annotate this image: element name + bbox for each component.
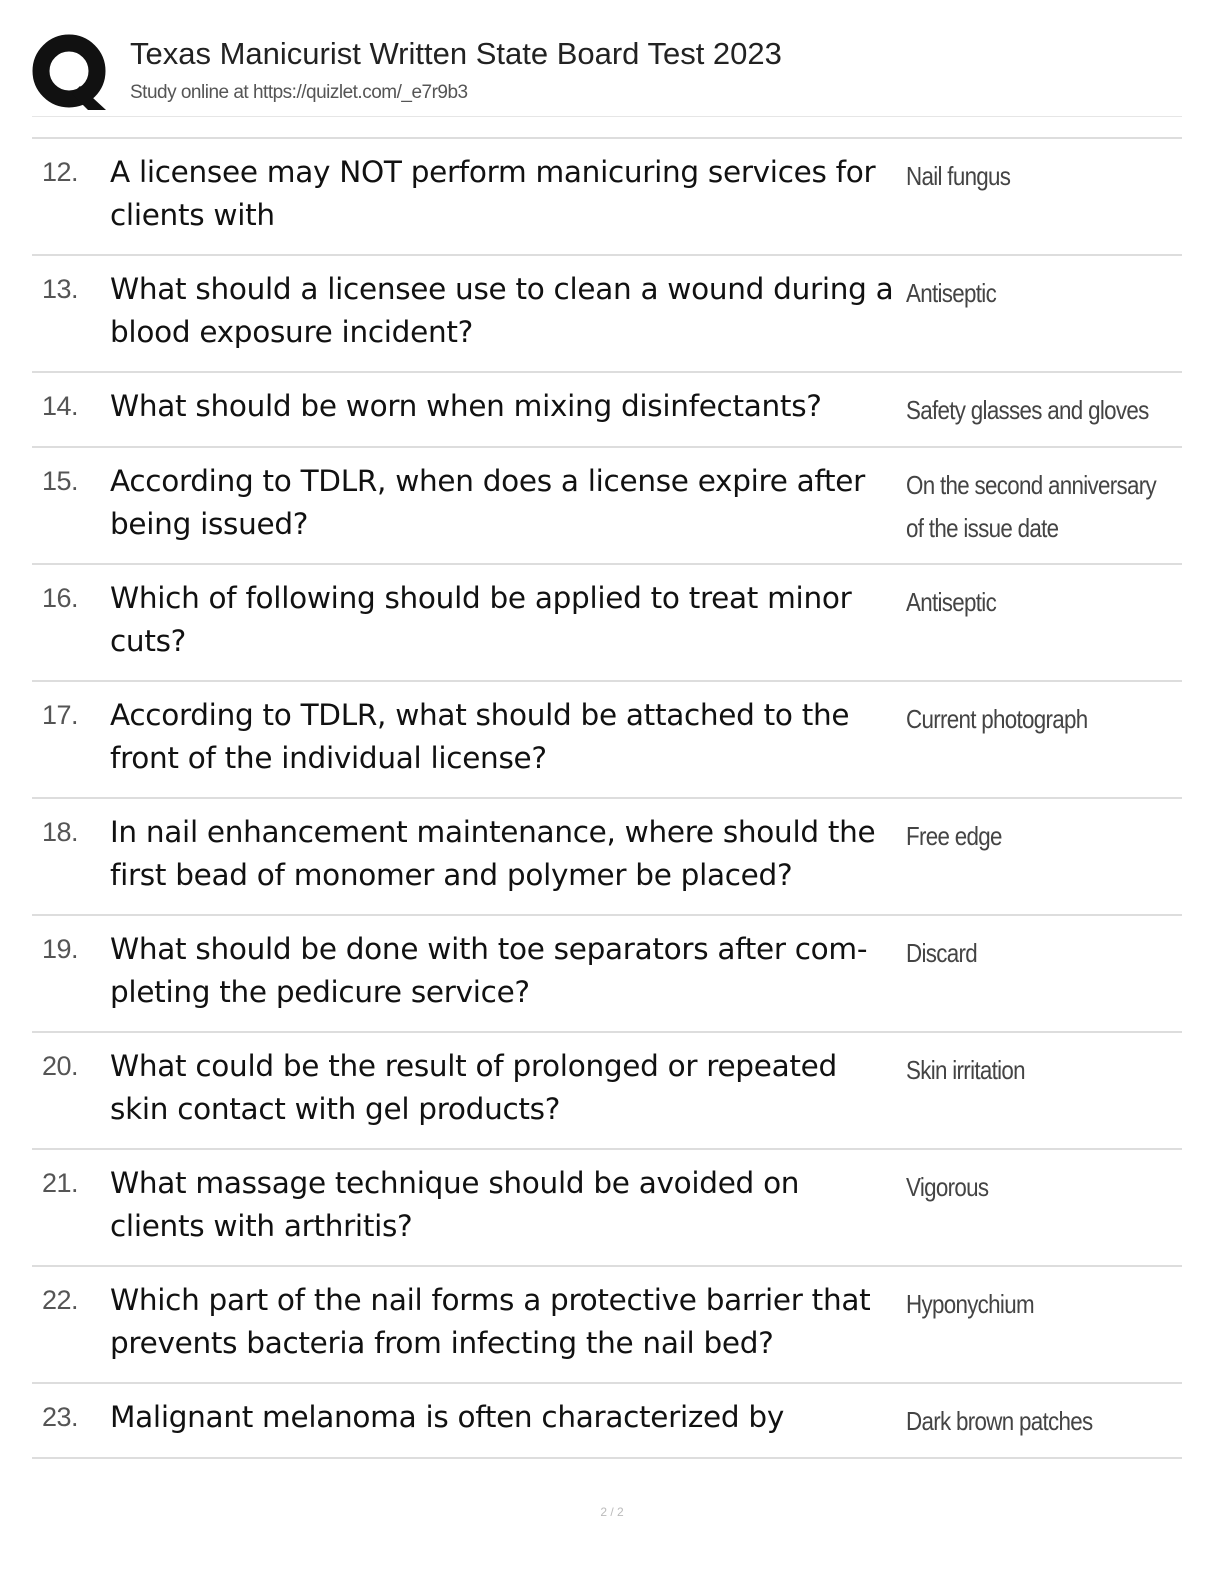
- flashcard-row: [32, 373, 1182, 448]
- study-online-link[interactable]: Study online at https://quizlet.com/_e7r9b3: [130, 82, 468, 103]
- flashcard-row: [32, 565, 1182, 682]
- card-number: 20.: [42, 1051, 79, 1081]
- quizlet-logo-icon: [32, 34, 112, 114]
- card-term: What could be the result of prolonged or repeated skin contact with gel products?: [110, 1049, 837, 1126]
- card-number: 19.: [42, 934, 79, 964]
- card-definition: Nail fungus: [906, 161, 1011, 191]
- card-number: 13.: [42, 274, 79, 304]
- card-definition: Hyponychium: [906, 1289, 1034, 1319]
- document-title: Texas Manicurist Written State Board Test 2023: [130, 36, 782, 71]
- card-number: 23.: [42, 1402, 79, 1432]
- card-number: 16.: [42, 583, 79, 613]
- card-term: Which part of the nail forms a protective barrier that prevents bacteria from infecting the nail bed?: [110, 1283, 871, 1360]
- flashcard-row: [32, 139, 1182, 256]
- flashcard-row: [32, 916, 1182, 1033]
- card-term: According to TDLR, when does a license expire after being issued?: [110, 464, 865, 541]
- card-number: 15.: [42, 466, 79, 496]
- page-number: 2 / 2: [600, 1505, 624, 1519]
- card-definition: Dark brown patches: [906, 1406, 1093, 1436]
- card-definition: Discard: [906, 938, 977, 968]
- card-term: A licensee may NOT perform manicuring services for clients with: [110, 155, 876, 232]
- card-term: What should be worn when mixing disinfectants?: [110, 389, 822, 423]
- card-definition: Current photograph: [906, 704, 1088, 734]
- card-definition: Antiseptic: [906, 587, 997, 617]
- flashcard-list: [32, 139, 1182, 1459]
- card-number: 18.: [42, 817, 79, 847]
- card-definition: On the second anniversary of the issue date: [906, 470, 1157, 543]
- flashcard-row: [32, 1150, 1182, 1267]
- card-term: What should be done with toe separators after com-pleting the pedicure service?: [110, 932, 868, 1009]
- document-header: [32, 32, 1182, 118]
- flashcard-row: [32, 682, 1182, 799]
- card-number: 22.: [42, 1285, 79, 1315]
- card-term: What should a licensee use to clean a wound during a blood exposure incident?: [110, 272, 894, 349]
- card-definition: Vigorous: [906, 1172, 989, 1202]
- card-term: What massage technique should be avoided on clients with arthritis?: [110, 1166, 800, 1243]
- card-term: Malignant melanoma is often characterized by: [110, 1400, 784, 1434]
- flashcard-row: [32, 1033, 1182, 1150]
- flashcard-row: [32, 1384, 1182, 1459]
- card-number: 14.: [42, 391, 79, 421]
- card-number: 21.: [42, 1168, 79, 1198]
- card-term: In nail enhancement maintenance, where should the first bead of monomer and polymer be placed?: [110, 815, 876, 892]
- flashcard-row: [32, 448, 1182, 565]
- card-term: According to TDLR, what should be attached to the front of the individual license?: [110, 698, 850, 775]
- card-definition: Free edge: [906, 821, 1002, 851]
- card-definition: Antiseptic: [906, 278, 997, 308]
- flashcard-row: [32, 799, 1182, 916]
- card-definition: Safety glasses and gloves: [906, 395, 1149, 425]
- flashcard-row: [32, 1267, 1182, 1384]
- card-number: 17.: [42, 700, 79, 730]
- header-divider: [32, 116, 1182, 117]
- card-number: 12.: [42, 157, 79, 187]
- card-definition: Skin irritation: [906, 1055, 1025, 1085]
- flashcard-row: [32, 256, 1182, 373]
- card-term: Which of following should be applied to treat minor cuts?: [110, 581, 852, 658]
